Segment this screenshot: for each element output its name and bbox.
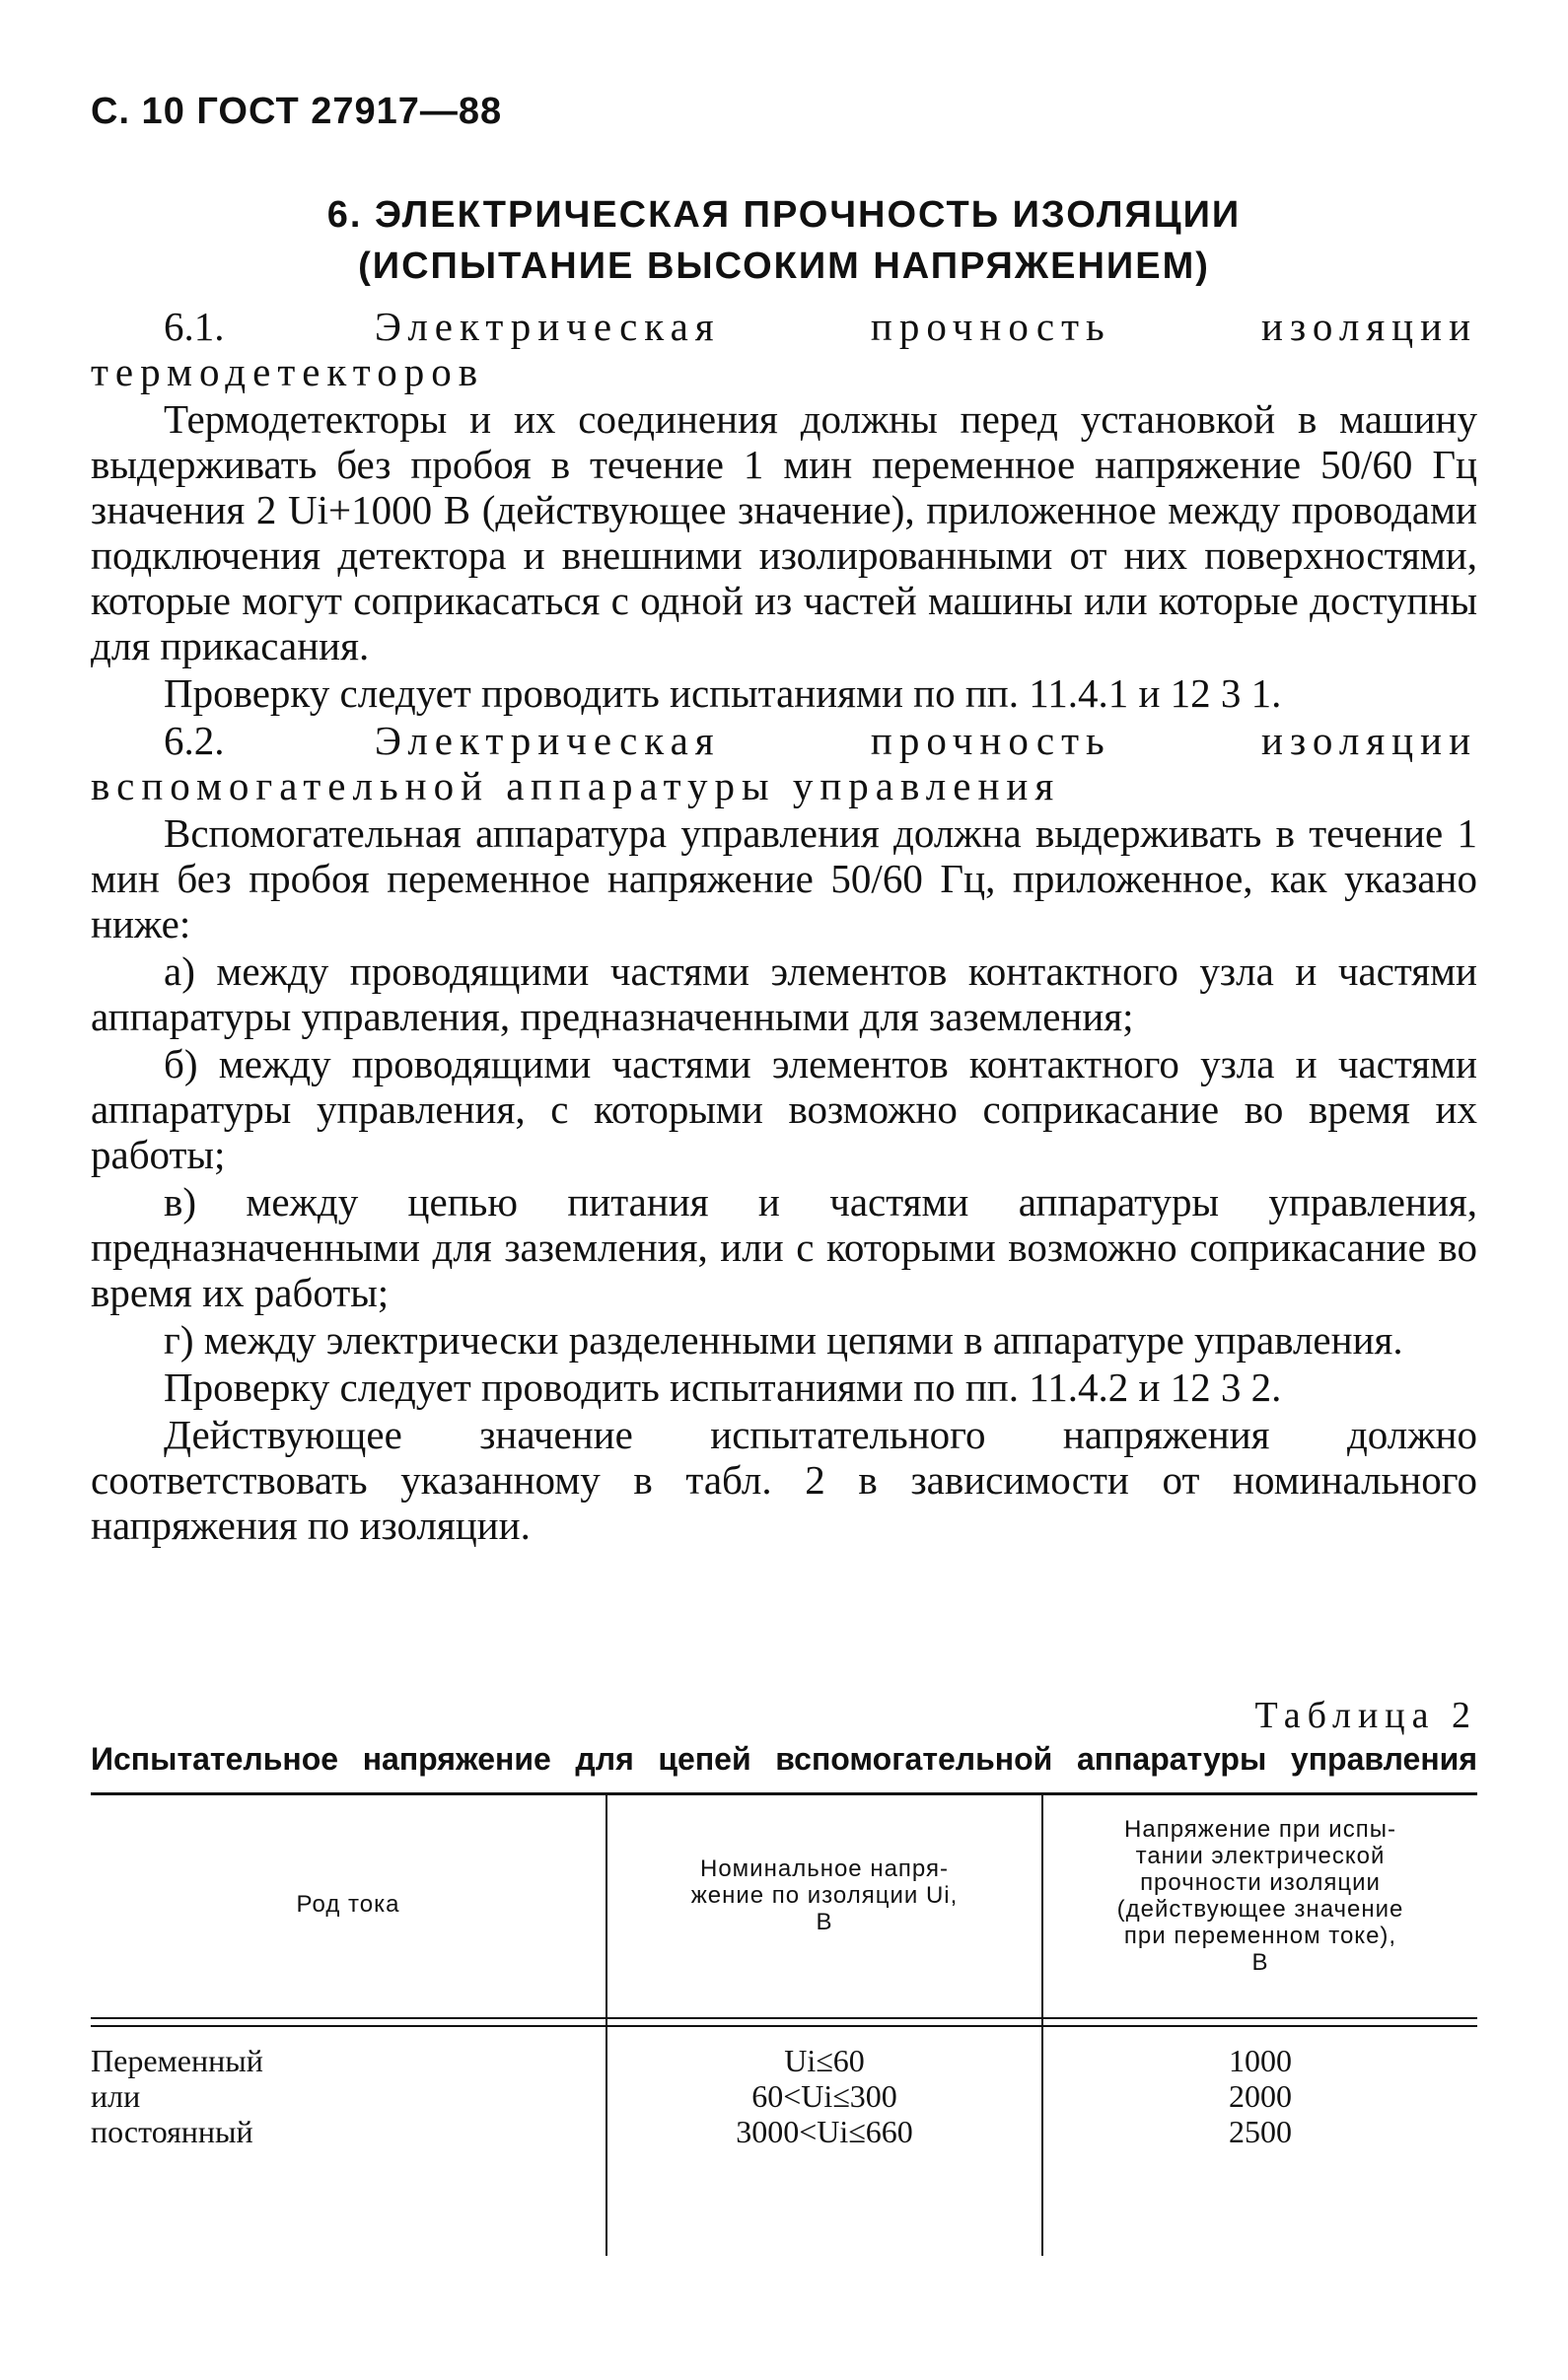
rated-voltage-row-1: Ui≤60 — [784, 2043, 865, 2078]
header-rated-voltage-line1: Номинальное напря- — [700, 1855, 949, 1882]
subsection-6-1-number: 6.1. — [164, 304, 225, 349]
list-item-v: в) между цепью питания и частями аппаратуры управления, предназначенными для заземления, или с которыми возможно соприкасание во время их работы; — [91, 1179, 1477, 1315]
test-voltage-row-1: 1000 — [1229, 2043, 1292, 2078]
table-header-rule-1 — [91, 2017, 1477, 2019]
table-title: Испытательное напряжение для цепей вспомогательной аппаратуры управления — [91, 1741, 1477, 1777]
table-2 — [91, 1792, 1477, 2256]
table-top-rule — [91, 1792, 1477, 1795]
header-test-voltage-line6: В — [1251, 1949, 1269, 1976]
header-rated-voltage-line2: жение по изоляции Ui, — [690, 1882, 959, 1909]
paragraph-auxiliary-apparatus: Вспомогательная аппаратура управления должна выдерживать в течение 1 мин без пробоя переменное напряжение 50/60 Гц, приложенное, как указано ниже: — [91, 810, 1477, 946]
paragraph-check-6-2: Проверку следует проводить испытаниями по пп. 11.4.2 и 12 3 2. — [164, 1365, 1282, 1410]
test-voltage-row-2: 2000 — [1229, 2078, 1292, 2114]
subsection-6-1-heading — [91, 304, 1477, 394]
list-item-b: б) между проводящими частями элементов контактного узла и частями аппаратуры управления, с которыми возможно соприкасание во время их работы; — [91, 1041, 1477, 1177]
section-title-line1: 6. ЭЛЕКТРИЧЕСКАЯ ПРОЧНОСТЬ ИЗОЛЯЦИИ — [326, 194, 1242, 236]
rated-voltage-row-3: 3000<Ui≤660 — [736, 2114, 913, 2149]
cell-test-voltage — [1043, 2043, 1477, 2149]
table-header-rule-2 — [91, 2025, 1477, 2027]
header-test-voltage-line1: Напряжение при испы- — [1124, 1816, 1396, 1843]
header-test-voltage-line5: при переменном токе), — [1123, 1923, 1397, 1949]
header-rated-voltage-line3: В — [816, 1909, 833, 1935]
subsection-6-1-title: Электрическая прочность изоляции термодетекторов — [91, 304, 1478, 394]
header-test-voltage — [1043, 1816, 1477, 1976]
table-caption: Таблица 2 — [1254, 1695, 1477, 1736]
current-type-line-2: или — [91, 2078, 141, 2114]
current-type-line-1: Переменный — [91, 2043, 263, 2078]
header-current-type: Род тока — [296, 1891, 400, 1918]
subsection-6-2-number: 6.2. — [164, 718, 225, 763]
subsection-6-2-title: Электрическая прочность изоляции вспомогательной аппаратуры управления — [91, 718, 1478, 808]
rated-voltage-row-2: 60<Ui≤300 — [751, 2078, 897, 2114]
cell-rated-voltage — [607, 2043, 1041, 2149]
paragraph-thermodetectors: Термодетекторы и их соединения должны перед установкой в машину выдерживать без пробоя в течение 1 мин переменное напряжение 50/60 Гц значения 2 Ui+1000 В (действующее значение), приложенное между проводами подключения детектора и внешними изолированными от них поверхностями, которые могут соприкасаться с одной из частей машины или которые доступны для прикасания. — [91, 396, 1477, 668]
section-title-line2: (ИСПЫТАНИЕ ВЫСОКИМ НАПРЯЖЕНИЕМ) — [358, 245, 1210, 287]
paragraph-test-voltage: Действующее значение испытательного напряжения должно соответствовать указанному в табл. 2 в зависимости от номинального напряжения по изоляции. — [91, 1412, 1477, 1548]
header-test-voltage-line3: прочности изоляции — [1140, 1869, 1381, 1896]
list-item-g: г) между электрически разделенными цепями в аппаратуре управления. — [164, 1317, 1403, 1363]
cell-current-type — [91, 2043, 584, 2149]
header-test-voltage-line4: (действующее значение — [1116, 1896, 1404, 1923]
header-test-voltage-line2: тании электрической — [1135, 1843, 1386, 1869]
paragraph-check-6-1: Проверку следует проводить испытаниями по пп. 11.4.1 и 12 3 1. — [164, 670, 1282, 716]
body-text — [91, 304, 1477, 1550]
header-rated-voltage — [607, 1855, 1041, 1935]
current-type-line-3: постоянный — [91, 2114, 253, 2149]
list-item-a: а) между проводящими частями элементов контактного узла и частями аппаратуры управления, предназначенными для заземления; — [91, 948, 1477, 1039]
subsection-6-2-heading — [91, 718, 1477, 808]
test-voltage-row-3: 2500 — [1229, 2114, 1292, 2149]
page-header: С. 10 ГОСТ 27917—88 — [91, 91, 503, 132]
